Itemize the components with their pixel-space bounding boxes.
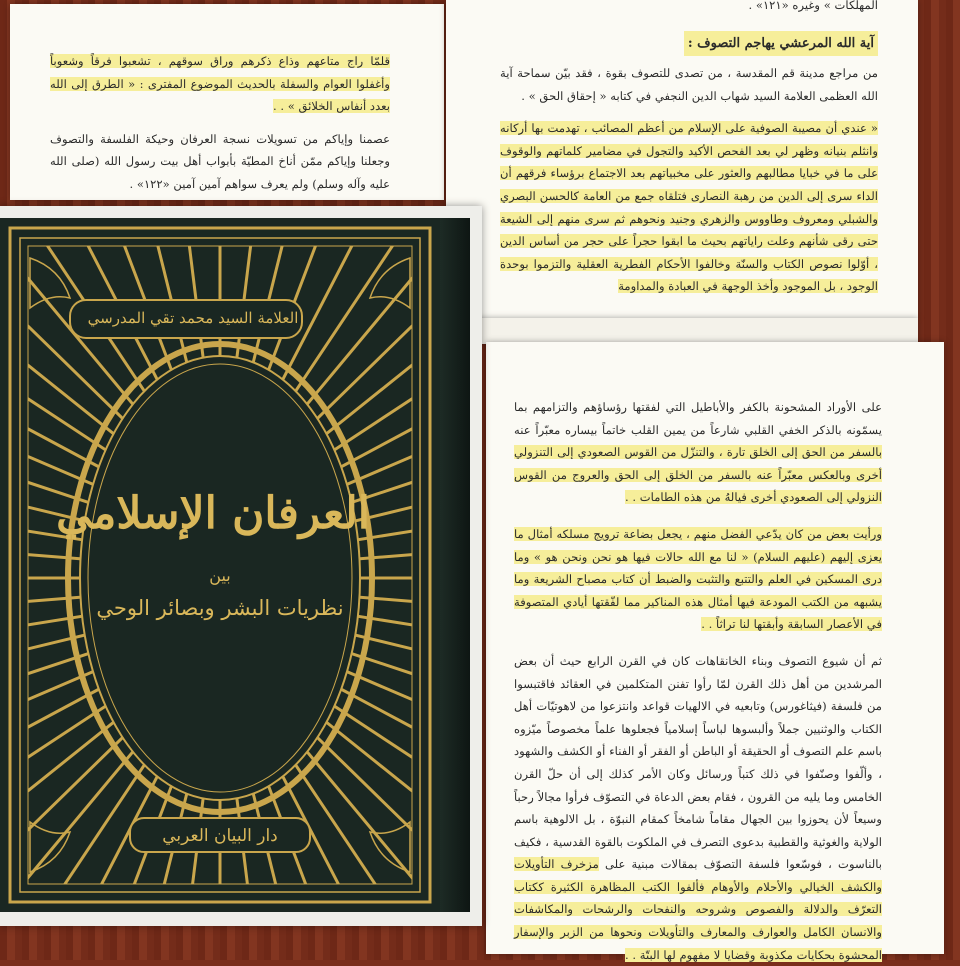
paragraph: عصمنا وإياكم من تسويلات نسجة العرفان وحيكة الفلسفة والتصوف وجعلنا وإياكم ممّن أناخ المطيّة بأبواب أهل بيت رسول الله (صلى الله عليه وآله وسلم) ولم يعرف سواهم آمين آمين «١٢٢» .	[50, 131, 390, 191]
book-subtitle: نظريات البشر وبصائر الوحي	[96, 596, 344, 620]
book-publisher: دار البيان العربي	[162, 826, 278, 846]
highlighted-text: ورأيت بعض من كان يدّعي الفضل منهم ، يجعل بضاعة ترويج مسلكه أمثال ما يعزى إليهم (عليهم السلام) « لنا مع الله حالات فيها هو نحن ونحن هو » وما درى المسكين في العلم والتتبع والتثبت والضبط أن كتاب مصباح الشريعة وما يشبهه من الكتب المودعة فيها أمثال هذه المناكير مما لفّقتها أيادي المتصوفة في الأعصار السابقة وأبقتها لنا تراثاً . .	[514, 526, 882, 632]
book-photo	[0, 206, 482, 926]
book-spine	[440, 218, 470, 912]
highlighted-text: قلمّا راج متاعهم وذاع ذكرهم وراق سوقهم ، تشعبوا فرقاً وشعوباً وأغفلوا العوام والسفلة بالحديث الموضوع المفترى : « الطرق إلى الله بعدد أنفاس الخلائق » . .	[50, 54, 390, 114]
text: ثم أن شيوع التصوف وبناء الخانقاهات كان في القرن الرابع حيث أن بعض المرشدين من أهل ذلك القرن لمّا رأوا تفنن المتكلمين في العقائد فاقتبسوا من فلسفة (فيثاغورس) وتابعيه في الالهيات قواعد وانتزعوا من لاهوتيّات أهل الكتاب والوثنيين جملاً وألبسوها لباساً إسلامياً فجعلوها علماً مخصوصاً ميّزوه باسم علم التصوف أو الحقيقة أو الباطن أو الفقر أو الفناء أو الكشف والشهود ، وألّفوا وصنّفوا في ذلك كتباً ورسائل وكان الأمر كذلك إلى أن حلّ القرن الخامس وما يليه من القرون ، فقام بعض الدعاة في التصوّف فرأوا مجالاً رحباً وسيعاً لأن يحوزوا بين الجهال مقاماً شامخاً كمقام النبوّة ، بل الالوهية باسم الولاية والغوثية والقطبية بدعوى التصرف في الملكوت بالقوة القدسية ، فكيف بالناسوت ، فوسّعوا فلسفة التصوّف بمقالات مبنية على	[514, 653, 882, 872]
book-cover	[0, 218, 440, 912]
book-title-connector: بين	[209, 566, 231, 585]
book-author: العلامة السيد محمد تقي المدرسي	[87, 309, 299, 327]
section-heading: آية الله المرعشي يهاجم التصوف :	[684, 31, 878, 56]
paragraph	[514, 650, 882, 966]
page-edge	[448, 318, 918, 344]
highlighted-text: بالسفر من الحق إلى الخلق تارة ، والتنزّل من القوس الصعودي إلى التنزولي أخرى وبالعكس معبّراً عنه بالسفر من الخلق إلى الحق والعروج من القوس النزولي إلى الصعودي أخرى فيالهُ من هذه الطامات . .	[514, 445, 882, 505]
paragraph: من مراجع مدينة قم المقدسة ، من تصدى للتصوف بقوة ، فقد بيّن سماحة آية الله العظمى العلامة السيد شهاب الدين النجفي في كتابه « إحقاق الحق » .	[500, 65, 878, 103]
paragraph	[514, 396, 882, 509]
text: على الأوراد المشحونة بالكفر والأباطيل التي لفقتها رؤساؤهم والتزامهم بما يسمّونه بالذكر الخفي القلبي شارعاً من يمين القلب خاتماً بيساره معبّراً عنه	[514, 400, 882, 437]
highlighted-text: مزخرف التأويلات والكشف الخيالي والأحلام والأوهام فألفوا الكتب المظاهرة الكثيرة ككتاب التعرّف والدلالة والفصوص وشروحه والنفحات والرشحات والمكاشفات والانسان الكامل والعوارف والمعارف والتأويلات ونحوها من الزبر والإسفار المحشوة بحكايات مكذوبة وقضايا لا مفهوم لها البتّة . .	[514, 857, 882, 962]
page-scan-top-right	[446, 0, 918, 318]
paragraph: المهلكات » وغيره «١٢١» .	[748, 0, 878, 12]
highlighted-quote: « عندي أن مصيبة الصوفية على الإسلام من أعظم المصائب ، تهدمت بها أركانه وانثلم بنيانه وظهر لي بعد الفحص الأكيد والتجول في مضامير كلماتهم والوقوف على ما في خبايا مطالبهم والعثور على مخبياتهم بعد الاجتماع برؤساء فرقهم أن الداء سرى إلى الدين من رهبة النصارى فتلقاه جمع من العامة كالحسن البصري والشبلي ومعروف وطاووس والزهري وجنيد ونحوهم ثم سرى منهم إلى الشيعة حتى رقى شأنهم وعلت راياتهم بحيث ما ابقوا حجراً على حجر من أساس الدين ، أوّلوا نصوص الكتاب والسنّة وخالفوا الأحكام الفطرية العقلية والتزموا بوحدة الوجود ، بل الموجود وأخذ الوجهة في العبادة والمداومة	[500, 121, 878, 294]
page-scan-top-left	[10, 4, 444, 200]
book-title: العرفان الإسلامي	[56, 488, 370, 539]
paragraph	[50, 50, 390, 118]
page-scan-bottom-right	[486, 342, 944, 962]
